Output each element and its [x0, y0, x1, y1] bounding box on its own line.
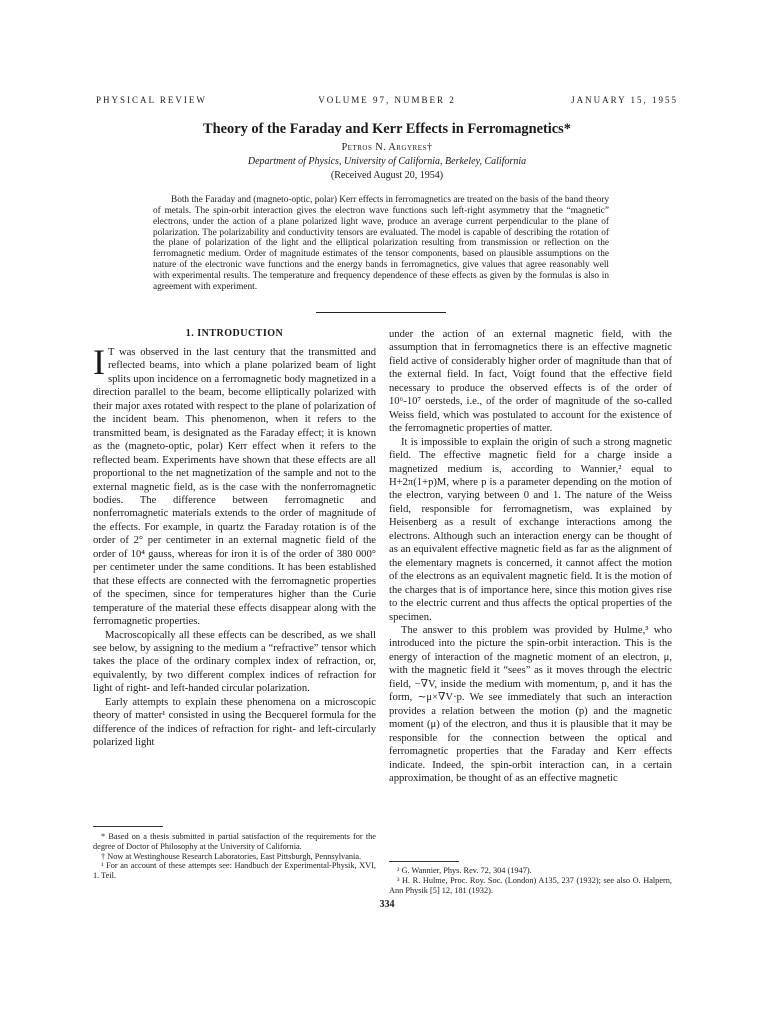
volume-number: VOLUME 97, NUMBER 2 — [318, 95, 456, 105]
journal-name: PHYSICAL REVIEW — [96, 95, 207, 105]
footnote: * Based on a thesis submitted in partial satisfaction of the requirements for the degree of Doctor of Philosophy at the University of California. — [93, 832, 376, 851]
paragraph: It is impossible to explain the origin of such a strong magnetic field. The effective magnetic field for a charge inside a magnetized medium is, according to Wannier,² equal to H+2π(1+p)M, where p is a parameter depending on the motion of the electron, varying between 0 and 1. The nature of the Weiss field, responsible for ferromagnetism, was explained by Heisenberg as a result of exchange interactions among the electrons. Although such an interaction energy can be thought of as an equivalent effective magnetic field as far as the alignment of the elementary magnets is concerned, it cannot affect the motion of the electrons as an equivalent magnetic field. It is the motion of the charges that is of importance here, since this motion gives rise to the electric current and thus affects the optical properties of the specimen. — [389, 436, 672, 623]
footnote-divider — [93, 826, 163, 827]
paragraph — [93, 342, 376, 629]
left-column — [93, 328, 376, 750]
paragraph-text: T was observed in the last century that the transmitted and reflected beams, into which a plane polarized beam of light splits upon incidence on a ferromagnetic body magnetized in a direction parallel to the beam, become elliptically polarized with their major axes rotated with respect to the plane of polarization of the incident beam. This phenomenon, when it refers to the transmitted beam, is designated as the Faraday effect; it is known as the (magneto-optic, polar) Kerr effect when it refers to the reflected beam. Experiments have shown that these effects are all proportional to the net magnetization of the sample and not to the external magnetic field, as is the case with the nonferromagnetic bodies. The difference between ferromagnetic and nonferromagnetic materials extends to the order of magnitude of the effects. For example, in quartz the Faraday rotation is of the order of 2° per centimeter in an external magnetic field of the order of 10⁴ gauss, whereas for iron it is of the order of 380 000° per centimeter under the same conditions. It has been established that these effects are connected with the ferromagnetic properties of the specimen, since for temperatures higher than the Curie temperature of the material these effects disappear along with the ferromagnetic properties. — [93, 347, 376, 628]
page-number: 334 — [379, 899, 395, 910]
footnote-divider — [389, 861, 459, 862]
footnote: ² G. Wannier, Phys. Rev. 72, 304 (1947). — [397, 866, 532, 875]
abstract-divider — [316, 312, 446, 313]
abstract: Both the Faraday and (magneto-optic, polar) Kerr effects in ferromagnetics are treated on the basis of the band theory of metals. The spin-orbit interaction gives the electron wave functions such left-right asymmetry that the “magnetic” electrons, under the action of a plane polarized light wave, produce an average current perpendicular to the plane of polarization. The polarizability and conductivity tensors are evaluated. The model is capable of describing the rotation of the plane of polarization of the light and the elliptical polarization resulting from transmission or reflection on the ferromagnetic medium. Order of magnitude estimates of the tensor components, based on plausible assumptions on the nature of the electronic wave functions and the energy bands in ferromagnetics, give values that agree reasonably well with experimental results. The temperature and frequency dependence of these effects as given by the formulas is also in agreement with experiment. — [153, 195, 609, 292]
paragraph: Early attempts to explain these phenomena on a microscopic theory of matter¹ consisted in using the Becquerel formula for the difference of the indices of refraction for right- and left-circularly polarized light — [93, 696, 376, 749]
footnote: ¹ For an account of these attempts see: Handbuch der Experimental-Physik, XVI, 1. Teil. — [93, 861, 376, 881]
right-column — [389, 328, 672, 785]
received-date: (Received August 20, 1954) — [330, 170, 444, 181]
author-affiliation: Department of Physics, University of California, Berkeley, California — [247, 156, 527, 167]
article-title: Theory of the Faraday and Kerr Effects in Ferromagnetics* — [203, 121, 571, 137]
section-heading: 1. INTRODUCTION — [185, 328, 284, 339]
footnotes-left — [93, 832, 376, 881]
footnote: ³ H. R. Hulme, Proc. Roy. Soc. (London) A135, 237 (1932); see also O. Halpern, Ann Physik [5] 12, 181 (1932). — [389, 875, 672, 895]
issue-date: JANUARY 15, 1955 — [571, 95, 678, 105]
author-name: Petros N. Argyres† — [341, 142, 433, 153]
drop-cap: I — [93, 342, 105, 382]
paragraph: The answer to this problem was provided by Hulme,³ who introduced into the picture the spin-orbit interaction. This is the energy of interaction of the magnetic moment of an electron, μ, with the magnetic field it “sees” as it moves through the electric field, −∇V, inside the medium with momentum, p, and it has the form, ∼μ×∇V·p. We see immediately that such an interaction provides a relation between the motion (p) and the magnetic moment (μ) of the electron, and thus it is plausible that it may be responsible for the connection between the optical and ferromagnetic properties that the Faraday and Kerr effects indicate. Indeed, the spin-orbit interaction can, in a certain approximation, be thought of as an effective magnetic — [389, 624, 672, 784]
footnotes-right — [389, 866, 672, 895]
paragraph: Macroscopically all these effects can be described, as we shall see below, by assigning to the medium a “refractive” tensor which takes the place of the ordinary complex index of refraction, or, equivalently, by two different complex indices of refraction for light of right- and left-handed circular polarization. — [93, 629, 376, 695]
paragraph: under the action of an external magnetic field, with the assumption that in ferromagnetics there is an effective magnetic field active of considerably higher order of magnitude than that of the external field. In fact, Voigt found that the effective field necessary to produce the observed effects is of the order of 10⁶-10⁷ oersteds, i.e., of the order of magnitude of the so-called Weiss field, which was postulated to account for the existence of the ferromagnetic properties of matter. — [389, 329, 672, 435]
running-head — [96, 95, 678, 109]
footnote: † Now at Westinghouse Research Laboratories, East Pittsburgh, Pennsylvania. — [101, 851, 362, 861]
